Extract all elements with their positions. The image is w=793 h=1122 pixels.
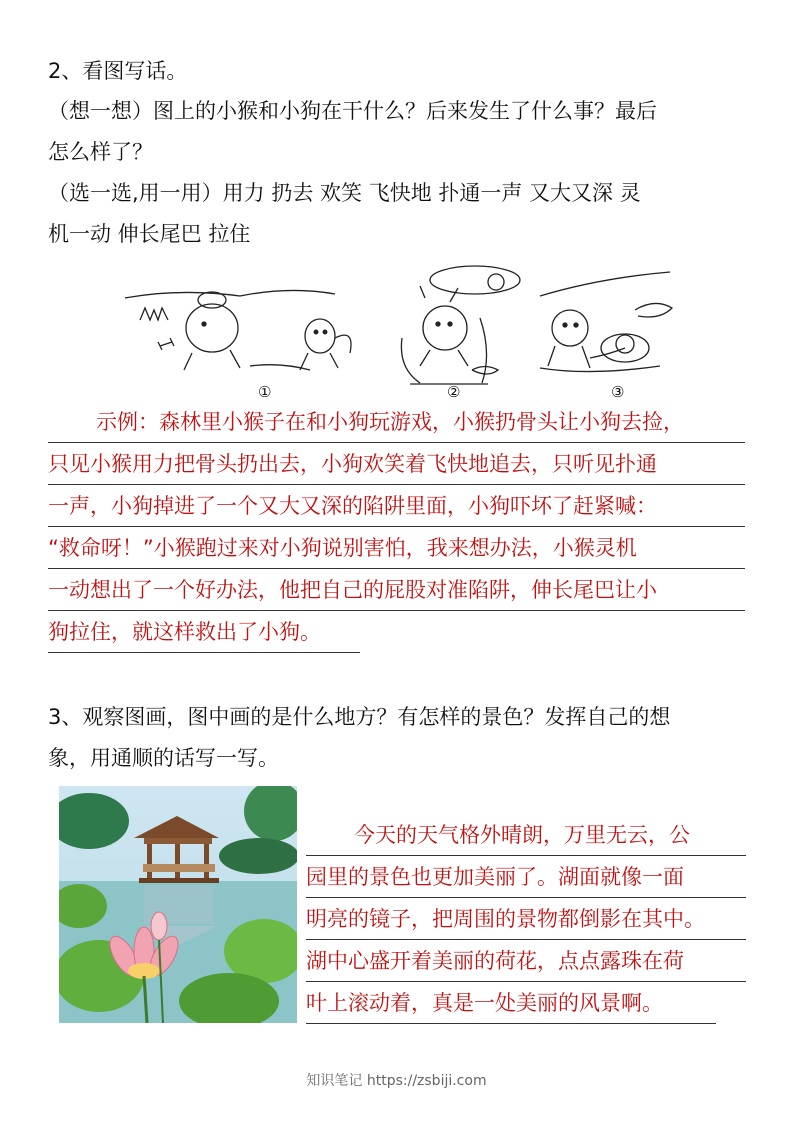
q3-prompt-line-2: 象，用通顺的话写一写。 bbox=[48, 746, 279, 770]
lotus-pond-pavilion-illustration bbox=[59, 786, 297, 1023]
q2-choose-line-2: 机一动 伸长尾巴 拉住 bbox=[48, 222, 251, 246]
q2-answer-line-6: 狗拉住，就这样救出了小狗。 bbox=[48, 612, 360, 653]
q2-answer-line-2: 只见小猴用力把骨头扔出去，小狗欢笑着飞快地追去，只听见扑通 bbox=[48, 444, 745, 485]
comic-panel-2 bbox=[401, 266, 520, 384]
q2-answer-line-5: 一动想出了一个好办法，他把自己的屁股对准陷阱，伸长尾巴让小 bbox=[48, 570, 745, 611]
monkey-dog-comic-illustration bbox=[120, 258, 680, 403]
footer-source: 知识笔记 https://zsbiji.com bbox=[306, 1073, 487, 1089]
q2-answer-line-1: 示例：森林里小猴子在和小狗玩游戏，小猴扔骨头让小狗去捡， bbox=[48, 402, 745, 443]
comic-panel-label-2: ② bbox=[447, 383, 461, 401]
q2-think-line-2: 怎么样了？ bbox=[48, 140, 153, 164]
comic-panel-1 bbox=[125, 290, 351, 370]
q3-answer-line-3: 明亮的镜子，把周围的景物都倒影在其中。 bbox=[306, 899, 746, 940]
q3-answer-line-5: 叶上滚动着，真是一处美丽的风景啊。 bbox=[306, 983, 716, 1024]
q3-answer-line-4: 湖中心盛开着美丽的荷花，点点露珠在荷 bbox=[306, 941, 746, 982]
comic-panel-3 bbox=[540, 272, 672, 372]
comic-panel-label-3: ③ bbox=[611, 383, 625, 401]
q2-think-line-1: （想一想）图上的小猴和小狗在干什么？后来发生了什么事？最后 bbox=[48, 99, 657, 123]
q3-answer-line-1: 今天的天气格外晴朗，万里无云，公 bbox=[306, 815, 746, 856]
q2-heading: 2、看图写话。 bbox=[48, 59, 188, 83]
q2-answer-line-4: “救命呀！”小猴跑过来对小狗说别害怕，我来想办法，小猴灵机 bbox=[48, 528, 745, 569]
q2-answer-line-3: 一声，小狗掉进了一个又大又深的陷阱里面，小狗吓坏了赶紧喊： bbox=[48, 486, 745, 527]
q3-prompt-line-1: 3、观察图画，图中画的是什么地方？有怎样的景色？发挥自己的想 bbox=[48, 705, 671, 729]
q2-choose-line-1: （选一选,用一用）用力 扔去 欢笑 飞快地 扑通一声 又大又深 灵 bbox=[48, 181, 641, 205]
q3-answer-line-2: 园里的景色也更加美丽了。湖面就像一面 bbox=[306, 857, 746, 898]
comic-panel-label-1: ① bbox=[258, 383, 272, 401]
